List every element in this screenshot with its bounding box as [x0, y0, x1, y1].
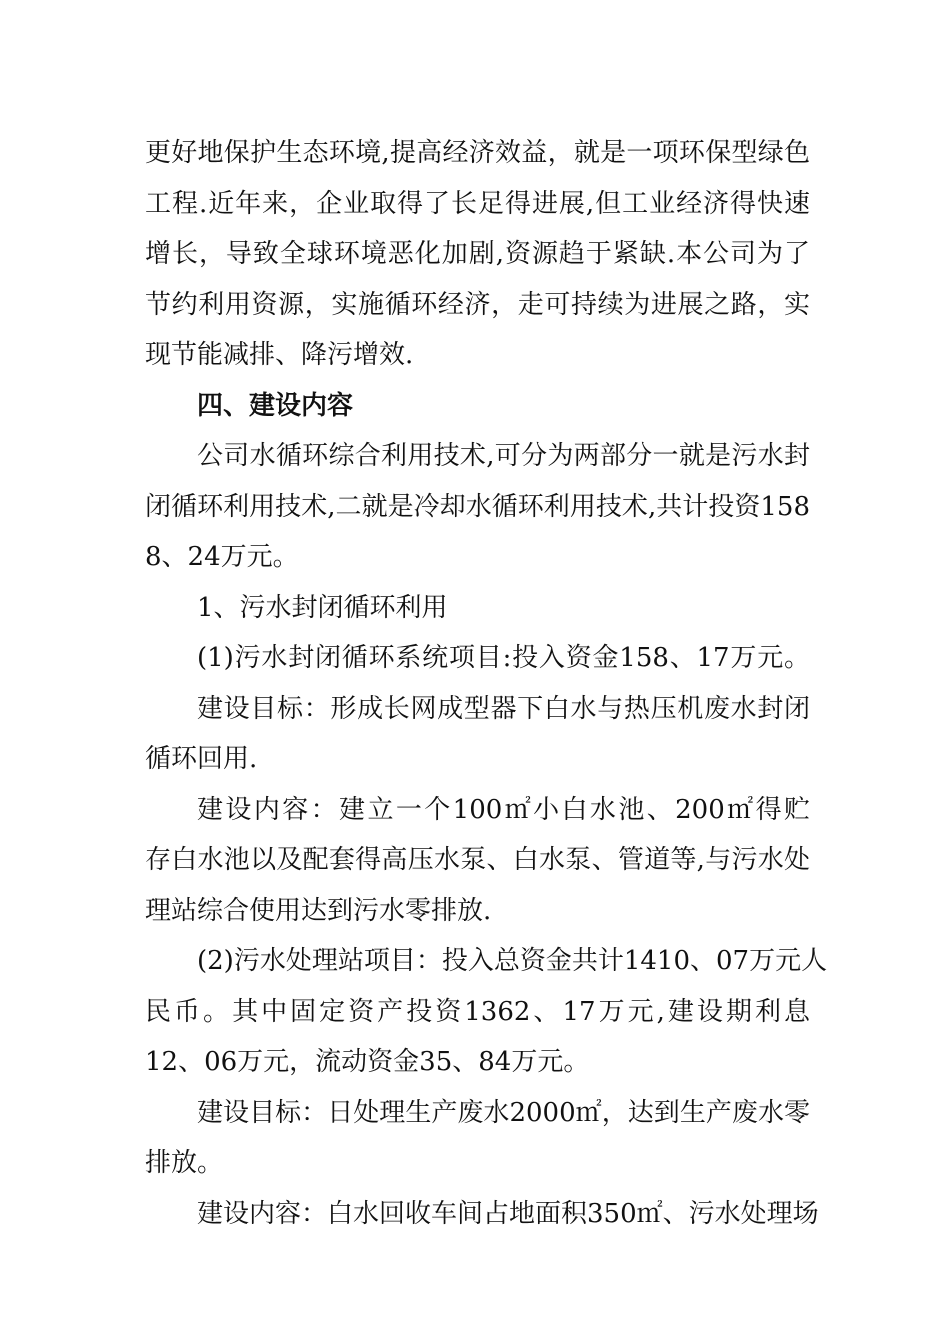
paragraph-line: 公司水循环综合利用技术,可分为两部分一就是污水封: [197, 441, 810, 471]
paragraph-line: 循环回用.: [145, 744, 258, 774]
paragraph-line: (1)污水封闭循环系统项目:投入资金158、17万元。: [197, 643, 810, 673]
paragraph-line: 建设目标：日处理生产废水2000㎡，达到生产废水零: [197, 1097, 810, 1128]
paragraph-line: 节约利用资源，实施循环经济，走可持续为进展之路，实: [145, 289, 810, 320]
paragraph-line: 建设内容：白水回收车间占地面积350㎡、污水处理场: [197, 1198, 819, 1229]
section-heading: 四、建设内容: [197, 390, 354, 421]
paragraph-line: 闭循环利用技术,二就是冷却水循环利用技术,共计投资158: [145, 491, 810, 522]
paragraph-line: 存白水池以及配套得高压水泵、白水泵、管道等,与污水处: [145, 845, 810, 875]
paragraph-line: 12、06万元，流动资金35、84万元。: [145, 1047, 590, 1077]
paragraph-line: 8、24万元。: [145, 542, 299, 572]
paragraph-line: 排放。: [145, 1148, 224, 1178]
paragraph-line: 工程.近年来，企业取得了长足得进展,但工业经济得快速: [145, 188, 810, 219]
paragraph-line: 民币。其中固定资产投资1362、17万元,建设期利息: [145, 996, 810, 1027]
subsection-heading: 1、污水封闭循环利用: [197, 592, 448, 623]
document-body: [145, 128, 828, 1239]
paragraph-line: 建设目标：形成长网成型器下白水与热压机废水封闭: [197, 693, 810, 724]
paragraph-line: 理站综合使用达到污水零排放.: [145, 895, 492, 926]
paragraph-line: 增长，导致全球环境恶化加剧,资源趋于紧缺.本公司为了: [145, 239, 810, 269]
paragraph-line: 更好地保护生态环境,提高经济效益，就是一项环保型绿色: [145, 138, 810, 168]
paragraph-line: 建设内容：建立一个100㎡小白水池、200㎡得贮: [197, 794, 810, 825]
paragraph-line: 现节能减排、降污增效.: [145, 340, 414, 370]
paragraph-line: (2)污水处理站项目：投入总资金共计1410、07万元人: [197, 946, 828, 976]
